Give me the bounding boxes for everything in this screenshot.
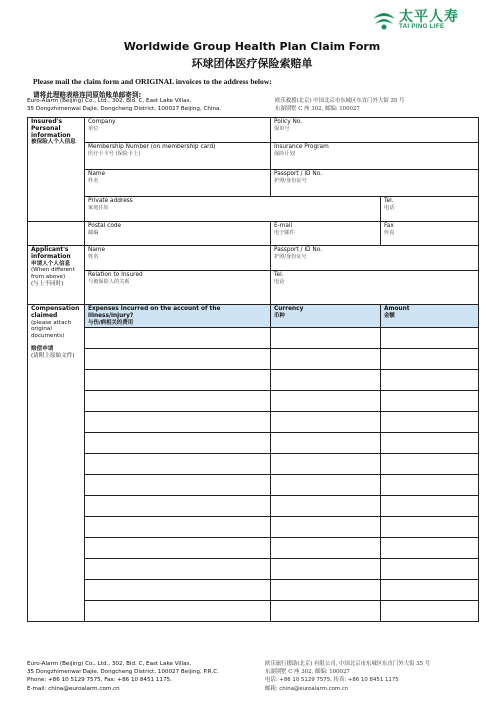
footer-line: 东湖别墅 C 座 302, 邮编: 100027 bbox=[265, 669, 350, 676]
tel-field[interactable]: Tel. 电话 bbox=[381, 197, 479, 222]
amount-cell[interactable] bbox=[381, 580, 479, 601]
amount-cell[interactable] bbox=[381, 475, 479, 496]
mail-instruction-cn: 请将此理赔表格连同原始账单邮寄到: bbox=[33, 91, 142, 99]
address-line: Euro-Alarm (Beijing) Co., Ltd., 302, Bld. C, East Lake Villas, bbox=[27, 98, 192, 104]
expense-cell[interactable] bbox=[85, 601, 271, 622]
expense-row bbox=[28, 370, 479, 391]
currency-cell[interactable] bbox=[271, 517, 381, 538]
currency-cell[interactable] bbox=[271, 496, 381, 517]
passport-field[interactable]: Passport / ID No. 护照/身份证号 bbox=[271, 170, 479, 197]
column-header-amount: Amount 金额 bbox=[381, 305, 479, 328]
policy-no-field[interactable]: Policy No. 保单号 bbox=[271, 118, 479, 143]
expense-cell[interactable] bbox=[85, 517, 271, 538]
section-insured-spacer bbox=[28, 222, 85, 246]
applicant-passport-field[interactable]: Passport / ID No. 护照/身份证号 bbox=[271, 246, 479, 271]
footer-line: E-mail: china@euroalarm.com.cn bbox=[27, 685, 120, 692]
currency-cell[interactable] bbox=[271, 328, 381, 349]
expense-row bbox=[28, 580, 479, 601]
address-line: 欧乐救援(北京) 中国北京市东城区东直门外大街 35 号 bbox=[275, 98, 405, 104]
amount-cell[interactable] bbox=[381, 496, 479, 517]
private-address-field[interactable]: Private address 家庭住址 bbox=[85, 197, 381, 222]
relation-to-insured-field[interactable]: Relation to Insured 与被保险人的关系 bbox=[85, 271, 271, 305]
expense-row bbox=[28, 496, 479, 517]
insurance-program-field[interactable]: Insurance Program 保险计划 bbox=[271, 143, 479, 170]
company-field[interactable]: Company 单位 bbox=[85, 118, 271, 143]
expense-row bbox=[28, 328, 479, 349]
expense-row bbox=[28, 349, 479, 370]
mailing-address-cn bbox=[275, 98, 404, 113]
currency-cell[interactable] bbox=[271, 601, 381, 622]
section-compensation: Compensation claimed (please attach original documents) 赔偿申请 (请附上原始文件) bbox=[28, 305, 85, 622]
expense-row bbox=[28, 517, 479, 538]
expense-row bbox=[28, 433, 479, 454]
expense-row bbox=[28, 538, 479, 559]
applicant-tel-field[interactable]: Tel. 电话 bbox=[271, 271, 479, 305]
amount-cell[interactable] bbox=[381, 328, 479, 349]
currency-cell[interactable] bbox=[271, 454, 381, 475]
expense-cell[interactable] bbox=[85, 454, 271, 475]
footer-line: 电话: +86 10 5129 7575, 传真: +86 10 8451 1175 bbox=[265, 677, 399, 684]
footer-contact-cn bbox=[265, 660, 430, 693]
expense-row bbox=[28, 391, 479, 412]
column-header-expenses: Expenses incurred on the account of the illness/injury? 与伤/病相关的费用 bbox=[85, 305, 271, 328]
currency-cell[interactable] bbox=[271, 370, 381, 391]
section-applicant: Applicant's information 申请人个人信息 (When different from above) (与上不同时) bbox=[28, 246, 85, 305]
column-header-currency: Currency 币种 bbox=[271, 305, 381, 328]
expense-cell[interactable] bbox=[85, 475, 271, 496]
expense-cell[interactable] bbox=[85, 538, 271, 559]
logo-text-en: TAI PING LIFE bbox=[399, 23, 445, 30]
footer-line: Euro-Alarm (Beijing) Co., Ltd., 302, Bld. C, East Lake Villas, bbox=[27, 661, 192, 667]
currency-cell[interactable] bbox=[271, 391, 381, 412]
claim-form-table bbox=[27, 117, 479, 622]
amount-cell[interactable] bbox=[381, 433, 479, 454]
amount-cell[interactable] bbox=[381, 538, 479, 559]
logo-text-cn: 太平人寿 bbox=[399, 9, 459, 25]
email-field[interactable]: E-mail 电子邮件 bbox=[271, 222, 381, 246]
expense-row bbox=[28, 412, 479, 433]
membership-number-field[interactable]: Membership Number (on membership card) 医疗卡卡号 (保险卡上) bbox=[85, 143, 271, 170]
amount-cell[interactable] bbox=[381, 559, 479, 580]
expense-cell[interactable] bbox=[85, 412, 271, 433]
mail-instruction: Please mail the claim form and ORIGINAL invoices to the address below: bbox=[33, 77, 272, 86]
applicant-name-field[interactable]: Name 姓名 bbox=[85, 246, 271, 271]
address-line: 35 Dongzhimenwai Dajie, Dongcheng District, 100027 Beijing, China. bbox=[27, 105, 222, 112]
footer-line: Phone: +86 10 5129 7575, Fax: +86 10 8451 1175, bbox=[27, 677, 172, 684]
expense-row bbox=[28, 475, 479, 496]
footer-contact-en bbox=[27, 660, 219, 693]
page-title-cn: 环球团体医疗保险索赔单 bbox=[191, 57, 313, 70]
currency-cell[interactable] bbox=[271, 580, 381, 601]
fax-field[interactable]: Fax 传真 bbox=[381, 222, 479, 246]
expense-cell[interactable] bbox=[85, 580, 271, 601]
amount-cell[interactable] bbox=[381, 349, 479, 370]
amount-cell[interactable] bbox=[381, 601, 479, 622]
amount-cell[interactable] bbox=[381, 454, 479, 475]
expense-row bbox=[28, 454, 479, 475]
expense-cell[interactable] bbox=[85, 433, 271, 454]
footer-line: 35 Dongzhimenwai Dajie, Dongcheng District, 100027 Beijing, P.R.C. bbox=[27, 669, 219, 676]
expense-cell[interactable] bbox=[85, 370, 271, 391]
currency-cell[interactable] bbox=[271, 433, 381, 454]
amount-cell[interactable] bbox=[381, 370, 479, 391]
expense-row bbox=[28, 601, 479, 622]
page-title: Worldwide Group Health Plan Claim Form bbox=[123, 40, 381, 53]
section-insured: Insured's Personal information 被保险人个人信息 bbox=[28, 118, 85, 222]
expense-cell[interactable] bbox=[85, 328, 271, 349]
mailing-address-en bbox=[27, 98, 221, 113]
currency-cell[interactable] bbox=[271, 349, 381, 370]
footer-line: 欧乐旅行援助(北京) 有限公司, 中国北京市东城区东直门外大街 35 号 bbox=[265, 661, 431, 667]
taiping-logo-icon bbox=[371, 5, 397, 31]
currency-cell[interactable] bbox=[271, 538, 381, 559]
currency-cell[interactable] bbox=[271, 475, 381, 496]
expense-cell[interactable] bbox=[85, 349, 271, 370]
currency-cell[interactable] bbox=[271, 559, 381, 580]
postal-code-field[interactable]: Postal code 邮编 bbox=[85, 222, 271, 246]
amount-cell[interactable] bbox=[381, 391, 479, 412]
expense-row bbox=[28, 559, 479, 580]
expense-cell[interactable] bbox=[85, 559, 271, 580]
amount-cell[interactable] bbox=[381, 517, 479, 538]
address-line: 东湖别墅 C 座 302, 邮编: 100027 bbox=[275, 105, 360, 112]
name-field[interactable]: Name 姓名 bbox=[85, 170, 271, 197]
expense-cell[interactable] bbox=[85, 391, 271, 412]
amount-cell[interactable] bbox=[381, 412, 479, 433]
expense-cell[interactable] bbox=[85, 496, 271, 517]
currency-cell[interactable] bbox=[271, 412, 381, 433]
footer-line: 邮箱: china@euroalarm.com.cn bbox=[265, 685, 349, 692]
